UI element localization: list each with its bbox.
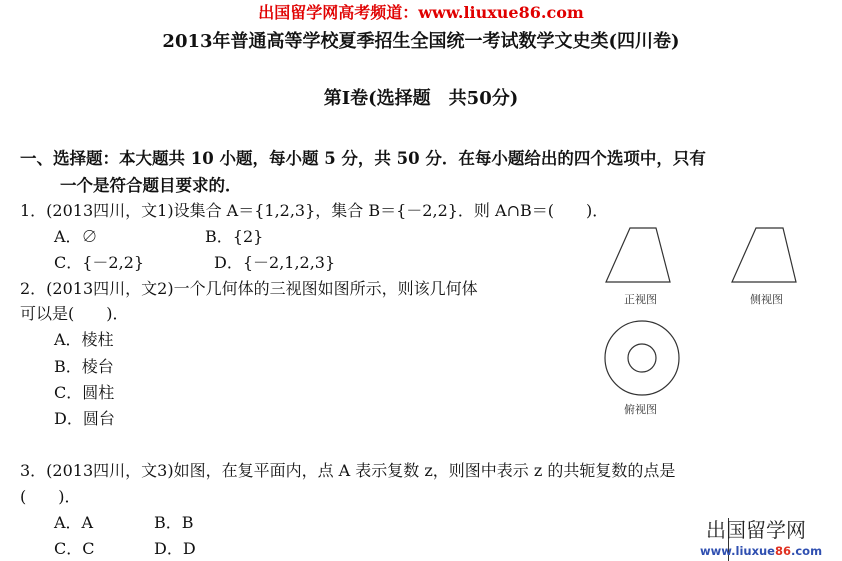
q2-option-d: D．圆台 (54, 409, 115, 428)
q2-stem-1: 2．(2013四川，文2)一个几何体的三视图如图所示，则该几何体 (20, 279, 478, 298)
q2-option-a: A．棱柱 (54, 330, 114, 349)
q3-stem-2: ( )． (20, 487, 81, 506)
side-view-trapezoid (732, 228, 796, 282)
site-header: 出国留学网高考频道：www.liuxue86.com (258, 3, 584, 22)
q2-stem-2: 可以是( )． (20, 304, 129, 323)
q1-option-d: D．{－2,1,2,3} (214, 253, 336, 272)
top-view-outer-circle (605, 321, 679, 395)
section-title: 第Ⅰ卷(选择题 共50分) (323, 88, 519, 109)
section-instructions-1: 一、选择题：本大题共 10 小题，每小题 5 分，共 50 分．在每小题给出的四个选项中，只有 (20, 149, 706, 168)
watermark-url: www.liuxue86.com (700, 544, 823, 558)
q3-option-a: A．A (54, 513, 94, 532)
front-view-caption: 正视图 (624, 293, 657, 306)
top-view-inner-circle (628, 344, 656, 372)
q2-option-b: B．棱台 (54, 357, 114, 376)
three-view-figure (590, 220, 842, 420)
q1-option-b: B．{2} (205, 227, 264, 246)
side-view-caption: 侧视图 (750, 293, 783, 306)
q3-option-c: C．C (54, 539, 95, 558)
q1-option-a: A．∅ (54, 227, 98, 246)
watermark-logo: 出国留学网 (706, 518, 806, 542)
q2-option-c: C．圆柱 (54, 383, 115, 402)
section-instructions-2: 一个是符合题目要求的． (60, 176, 242, 195)
q1-stem: 1．(2013四川，文1)设集合 A＝{1,2,3}，集合 B＝{－2,2}．则 A∩B＝( )． (20, 201, 609, 220)
q1-option-c: C．{－2,2} (54, 253, 145, 272)
page-title: 2013年普通高等学校夏季招生全国统一考试数学文史类(四川卷) (162, 31, 680, 52)
q3-option-b: B．B (154, 513, 194, 532)
q3-option-d: D．D (154, 539, 196, 558)
front-view-trapezoid (606, 228, 670, 282)
q3-stem-1: 3．(2013四川，文3)如图，在复平面内，点 A 表示复数 z，则图中表示 z 的共轭复数的点是 (20, 461, 676, 480)
top-view-caption: 俯视图 (624, 403, 657, 416)
